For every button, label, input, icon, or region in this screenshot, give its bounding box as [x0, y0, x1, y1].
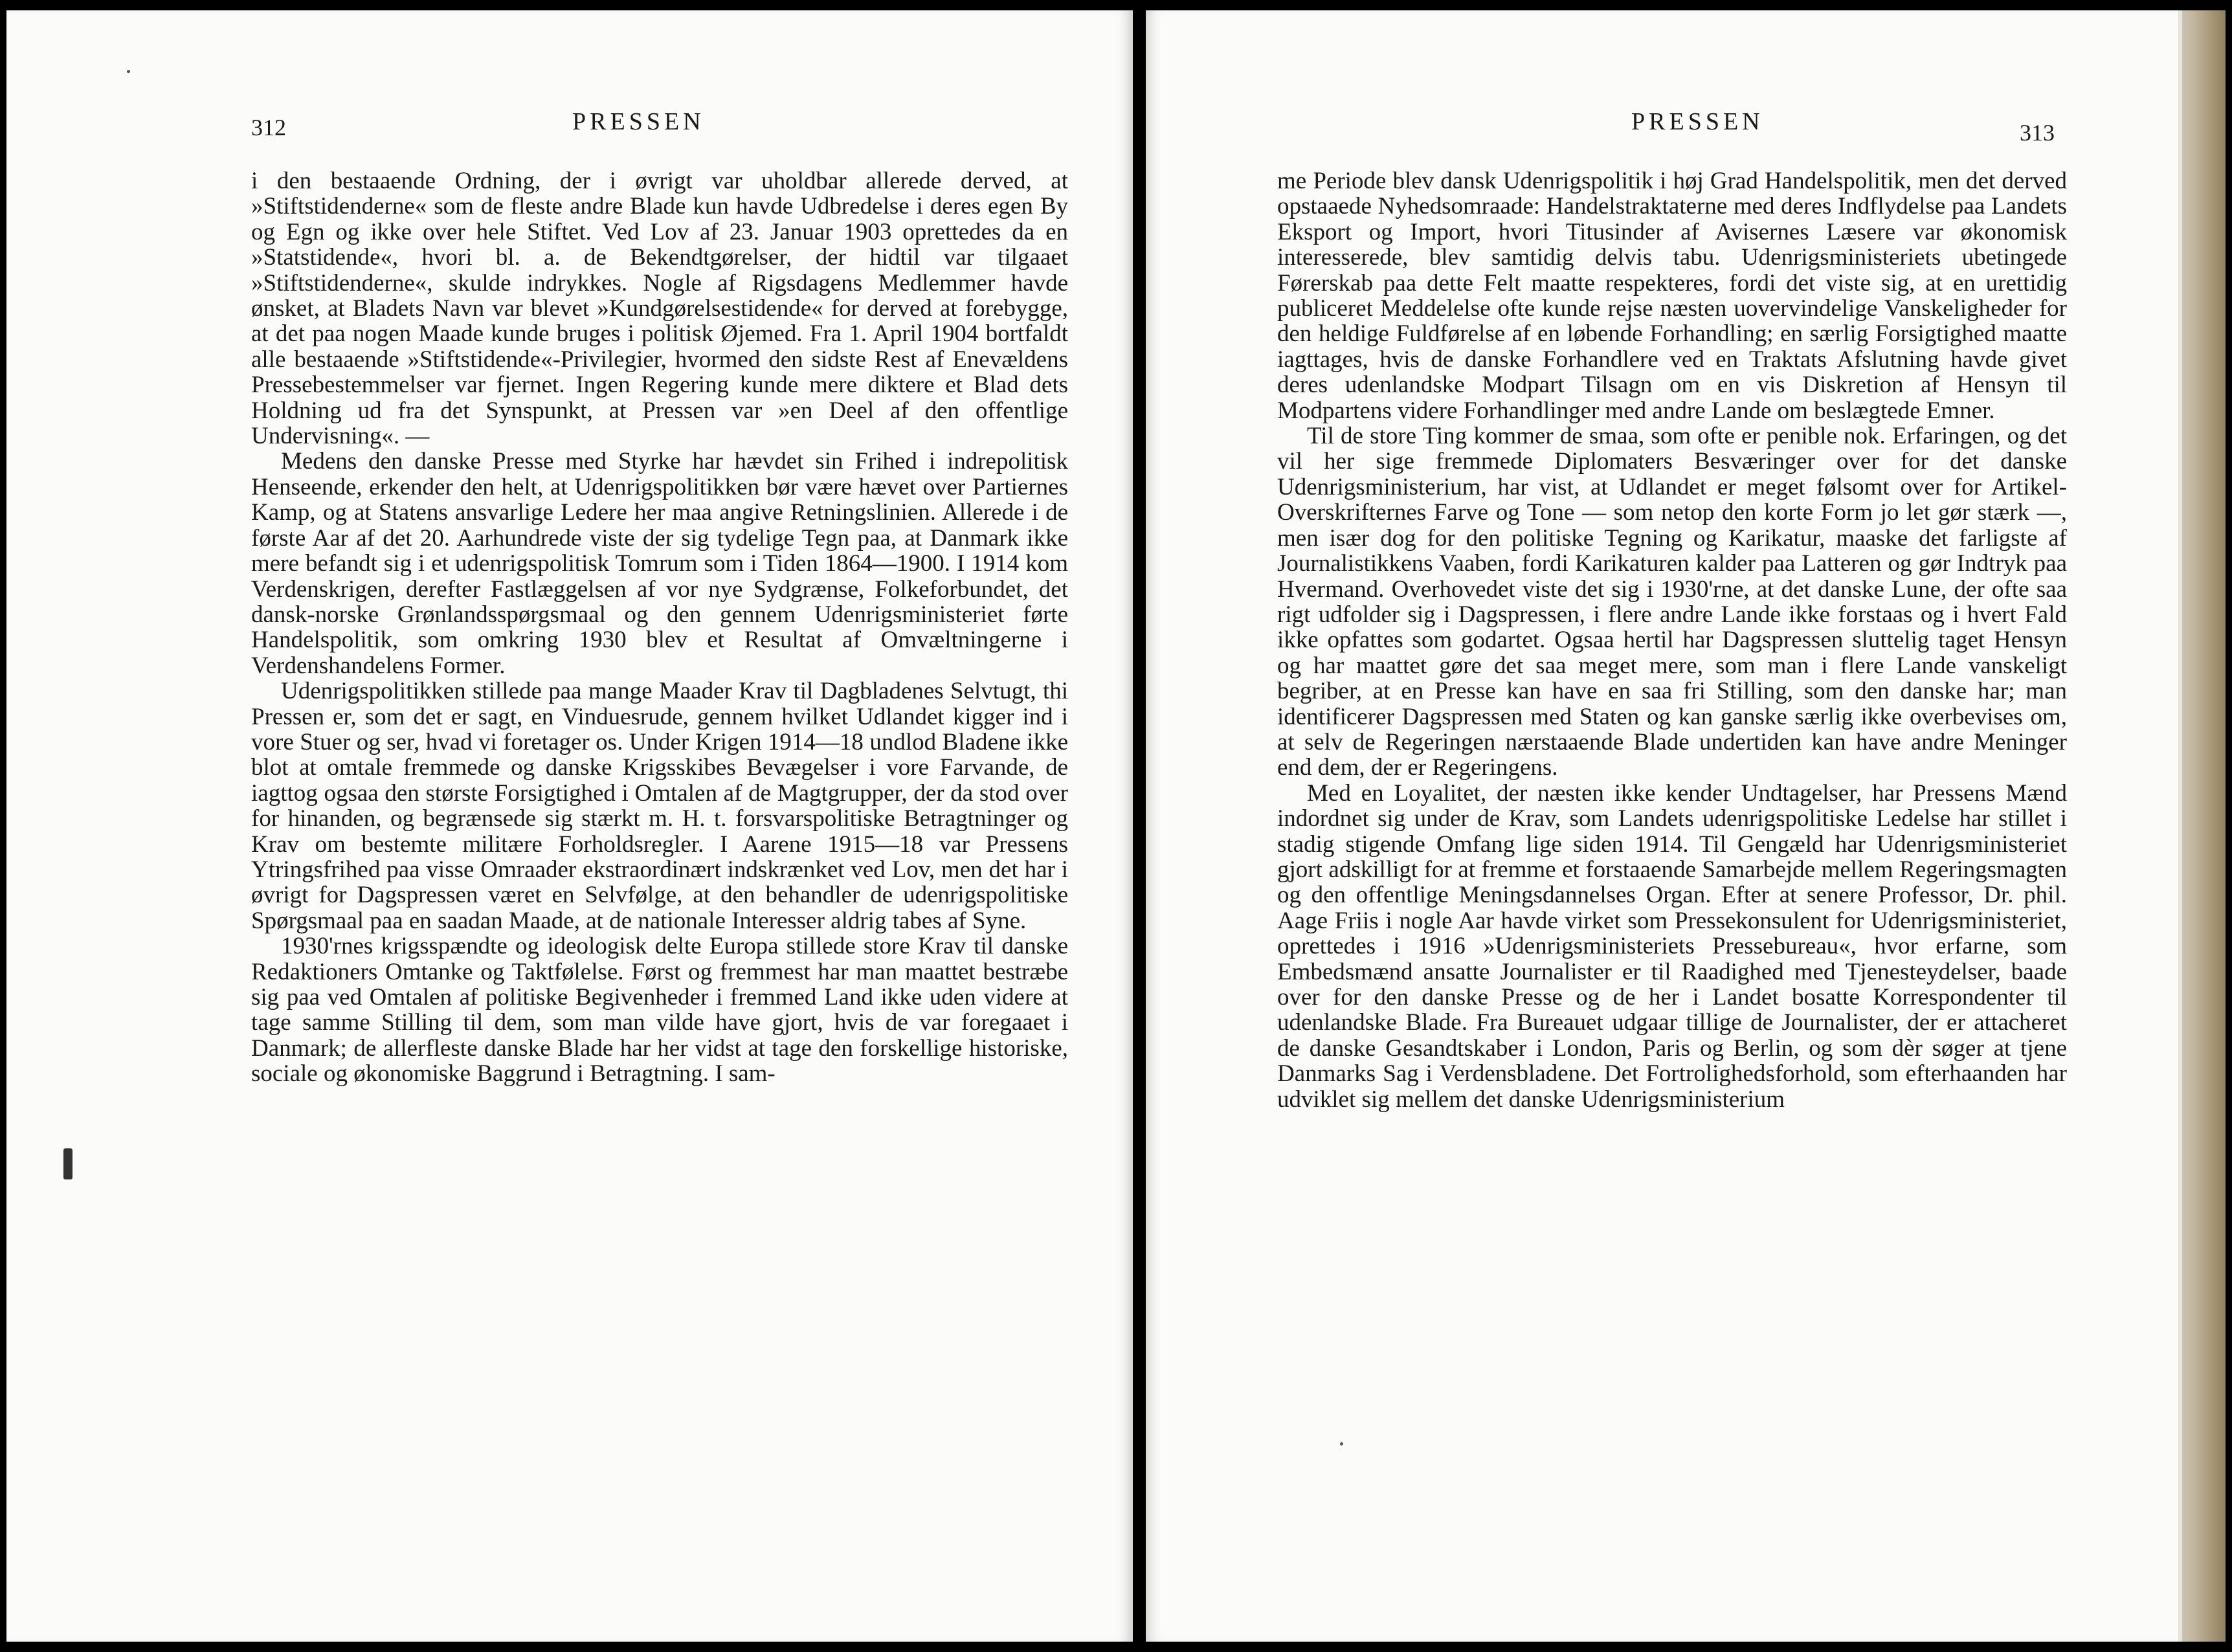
scan-dot-mark [1340, 1442, 1343, 1446]
running-head-right: PRESSEN [1631, 108, 1764, 135]
left-page [6, 10, 1133, 1642]
paragraph: Til de store Ting kommer de smaa, som ofte er penible nok. Erfaringen, og det vil her sige fremmede Diplomaters Besværinger over for det danske Udenrigsministerium, har vist, at Udlandet er meget følsomt over for Artikel-Overskrifternes Farve og Tone — som netop den korte Form jo let gør stærk —, men især dog for den politiske Tegning og Karikatur, maaske det farligste af Journalistikkens Vaaben, fordi Karikaturen kalder paa Latteren og gør Indtryk paa Hvermand. Overhovedet viste det sig i 1930'rne, at det danske Lune, der ofte saa rigt udfolder sig i Dagspressen, i flere andre Lande ikke forstaas og i hvert Fald ikke opfattes som godartet. Ogsaa hertil har Dagspressen sluttelig taget Hensyn og har maattet gøre det saa meget mere, som man i flere Lande vanskeligt begriber, at en Presse kan have en saa fri Stilling, som den danske har; man identificerer Dagspressen med Staten og kan ganske særlig ikke overbevises om, at selv de Regeringen nærstaaende Blade undertiden kan have andre Meninger end dem, der er Regeringens. [1277, 423, 2067, 781]
paragraph: i den bestaaende Ordning, der i øvrigt var uholdbar allerede derved, at »Stiftstidenderne« som de fleste andre Blade kun havde Udbredelse i deres egen By og Egn og ikke over hele Stiftet. Ved Lov af 23. Januar 1903 oprettedes da en »Statstidende«, hvori bl. a. de Bekendtgørelser, der hidtil var tilgaaet »Stiftstidenderne«, skulde indrykkes. Nogle af Rigsdagens Medlemmer havde ønsket, at Bladets Navn var blevet »Kundgørelsestidende« for derved at forebygge, at det paa nogen Maade kunde bruges i politisk Øjemed. Fra 1. April 1904 bortfaldt alle bestaaende »Stiftstidende«-Privilegier, hvormed den sidste Rest af Enevældens Pressebestemmelser var fjernet. Ingen Regering kunde mere diktere et Blad dets Holdning ud fra det Synspunkt, at Pressen var »en Deel af den offentlige Undervisning«. — [251, 168, 1068, 450]
running-head-left: PRESSEN [572, 108, 705, 135]
left-text-block [251, 168, 1068, 1087]
right-page [1146, 10, 2178, 1642]
book-edge-strip [2178, 10, 2182, 1642]
paragraph: Medens den danske Presse med Styrke har hævdet sin Frihed i indrepolitisk Henseende, erkender den helt, at Udenrigspolitikken bør være hævet over Partiernes Kamp, og at Statens ansvarlige Ledere her maa angive Retningslinien. Allerede i de første Aar af det 20. Aarhundrede viste der sig tydelige Tegn paa, at Danmark ikke mere befandt sig i et udenrigspolitisk Tomrum som i Tiden 1864—1900. I 1914 kom Verdenskrigen, derefter Fastlæggelsen af vor nye Sydgrænse, Folkeforbundet, det dansk-norske Grønlandsspørgsmaal og den gennem Udenrigsministeriet førte Handelspolitik, som omkring 1930 blev et Resultat af Omvæltningerne i Verdenshandelens Former. [251, 448, 1068, 679]
right-text-block [1277, 168, 2067, 1112]
scan-dot-mark [127, 70, 130, 73]
scan-speck-mark [63, 1148, 73, 1179]
paragraph: Med en Loyalitet, der næsten ikke kender Undtagelser, har Pressens Mænd indordnet sig under de Krav, som Landets udenrigspolitiske Ledelse har stillet i stadig stigende Omfang lige siden 1914. Til Gengæld har Udenrigsministeriet gjort adskilligt for at fremme et forstaaende Samarbejde mellem Regeringsmagten og den offentlige Meningsdannelses Organ. Efter at senere Professor, Dr. phil. Aage Friis i nogle Aar havde virket som Pressekonsulent for Udenrigsministeriet, oprettedes i 1916 »Udenrigsministeriets Pressebureau«, hvor erfarne, som Embedsmænd ansatte Journalister er til Raadighed med Tjenesteydelser, baade over for den danske Presse og de her i Landet bosatte Korrespondenter til udenlandske Blade. Fra Bureauet udgaar tillige de Journalister, der er attacheret de danske Gesandtskaber i London, Paris og Berlin, og som dèr søger at tjene Danmarks Sag i Verdensbladene. Det Fortrolighedsforhold, som efterhaanden har udviklet sig mellem det danske Udenrigsministerium [1277, 779, 2067, 1113]
book-edge [2178, 10, 2226, 1642]
paragraph: me Periode blev dansk Udenrigspolitik i høj Grad Handelspolitik, men det derved opstaaede Nyhedsomraade: Handelstraktaterne med deres Indflydelse paa Landets Eksport og Import, hvori Titusinder af Avisernes Læsere var økonomisk interesserede, blev samtidig delvis tabu. Udenrigsministeriets ubetingede Førerskab paa dette Felt maatte respekteres, fordi det viste sig, at en urettidig publiceret Meddelelse ofte kunde rejse næsten uovervindelige Vanskeligheder for den heldige Fuldførelse af en løbende Forhandling; en særlig Forsigtighed maatte iagttages, hvis de danske Forhandlere ved en Traktats Afslutning havde givet deres udenlandske Modpart Tilsagn om en vis Diskretion af Hensyn til Modpartens videre Forhandlinger med andre Lande om beslægtede Emner. [1277, 168, 2067, 424]
page-number-left: 312 [251, 115, 286, 140]
paragraph: Udenrigspolitikken stillede paa mange Maader Krav til Dagbladenes Selvtugt, thi Pressen er, som det er sagt, en Vinduesrude, gennem hvilket Udlandet kigger ind i vore Stuer og ser, hvad vi foretager os. Under Krigen 1914—18 undlod Bladene ikke blot at omtale fremmede og danske Krigsskibes Bevægelser i vore Farvande, de iagttog ogsaa den største Forsigtighed i Omtalen af de Magtgrupper, der da stod over for hinanden, og begrænsede sig stærkt m. H. t. forsvarspolitiske Betragtninger og Krav om bestemte militære Forholdsregler. I Aarene 1915—18 var Pressens Ytringsfrihed paa visse Omraader ekstraordinært indskrænket ved Lov, men det har i øvrigt for Dagspressen været en Selvfølge, at den behandler de udenrigspolitiske Spørgsmaal paa en saadan Maade, at de nationale Interesser aldrig tabes af Syne. [251, 678, 1068, 934]
page-number-right: 313 [2020, 120, 2055, 146]
paragraph: 1930'rnes krigsspændte og ideologisk delte Europa stillede store Krav til danske Redaktioners Omtanke og Taktfølelse. Først og fremmest har man maattet bestræbe sig paa ved Omtalen af politiske Begivenheder i fremmed Land ikke uden videre at tage samme Stilling til dem, som man vilde have gjort, hvis de var foregaaet i Danmark; de allerfleste danske Blade har her vidst at tage den forskellige historiske, sociale og økonomiske Baggrund i Betragtning. I sam- [251, 933, 1068, 1088]
